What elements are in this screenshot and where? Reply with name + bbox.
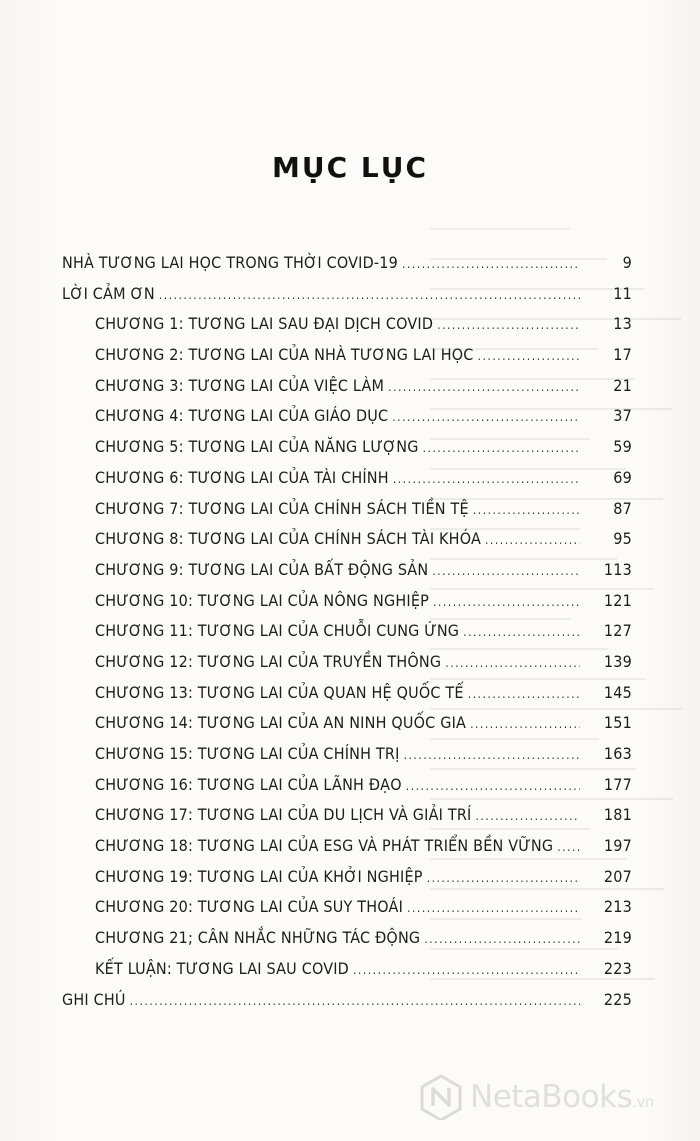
dot-leader [473, 495, 580, 526]
toc-entry [0, 309, 700, 340]
toc-entry-title: CHƯƠNG 9: TƯƠNG LAI CỦA BẤT ĐỘNG SẢN [95, 559, 429, 579]
toc-entry [0, 862, 700, 893]
toc-entry-page-number: 151 [603, 713, 632, 733]
toc-entry-title: CHƯƠNG 16: TƯƠNG LAI CỦA LÃNH ĐẠO [95, 774, 402, 794]
toc-entry-title: LỜI CẢM ƠN [62, 283, 155, 303]
dot-leader [437, 310, 580, 341]
dot-leader [353, 955, 580, 986]
toc-entry-page-number: 139 [603, 651, 632, 671]
toc-entry [0, 647, 700, 678]
toc-entry [0, 770, 700, 801]
toc-entry-title: CHƯƠNG 17: TƯƠNG LAI CỦA DU LỊCH VÀ GIẢI TRÍ [95, 805, 472, 825]
toc-entry-title: CHƯƠNG 6: TƯƠNG LAI CỦA TÀI CHÍNH [95, 467, 389, 487]
dot-leader [388, 372, 580, 403]
toc-entry [0, 616, 700, 647]
dot-leader [423, 433, 580, 464]
watermark [418, 1074, 654, 1120]
toc-entry-page-number: 113 [603, 559, 632, 579]
toc-entry [0, 248, 700, 279]
dot-leader [485, 525, 580, 556]
watermark-text [470, 1079, 654, 1115]
dot-leader [557, 832, 580, 863]
toc-entry-title: CHƯƠNG 10: TƯƠNG LAI CỦA NÔNG NGHIỆP [95, 590, 429, 610]
toc-entry-page-number: 207 [603, 866, 632, 886]
dot-leader [424, 924, 580, 955]
dot-leader [463, 617, 580, 648]
dot-leader [404, 740, 580, 771]
dot-leader [433, 587, 580, 618]
toc-entry-page-number: 163 [603, 744, 632, 763]
toc-entry-title: CHƯƠNG 13: TƯƠNG LAI CỦA QUAN HỆ QUỐC TẾ [95, 682, 464, 702]
toc-entry [0, 739, 700, 770]
toc-entry-page-number: 21 [613, 375, 632, 395]
toc-entry-title: CHƯƠNG 1: TƯƠNG LAI SAU ĐẠI DỊCH COVID [95, 314, 434, 334]
toc-entry-page-number: 197 [603, 836, 632, 856]
toc-entry-page-number: 69 [613, 467, 632, 487]
toc-entry-title: CHƯƠNG 14: TƯƠNG LAI CỦA AN NINH QUỐC GIA [95, 713, 467, 733]
toc-entry-title: CHƯƠNG 7: TƯƠNG LAI CỦA CHÍNH SÁCH TIỀN TỆ [95, 498, 469, 518]
toc-entry-title: CHƯƠNG 8: TƯƠNG LAI CỦA CHÍNH SÁCH TÀI KHÓA [95, 529, 481, 549]
toc-entry-title: GHI CHÚ [62, 989, 126, 1009]
toc-entry [0, 586, 700, 617]
toc-entry-page-number: 127 [603, 621, 632, 641]
toc-entry-title: CHƯƠNG 11: TƯƠNG LAI CỦA CHUỖI CUNG ỨNG [95, 621, 460, 641]
toc-entry-title: CHƯƠNG 18: TƯƠNG LAI CỦA ESG VÀ PHÁT TRIỂN BỀN VỮNG [95, 836, 554, 856]
toc-entry-title: CHƯƠNG 3: TƯƠNG LAI CỦA VIỆC LÀM [95, 375, 385, 395]
dot-leader [406, 771, 580, 802]
dot-leader [478, 341, 580, 372]
toc-entry [0, 494, 700, 525]
toc-entry-title: KẾT LUẬN: TƯƠNG LAI SAU COVID [95, 958, 349, 978]
page-title: MỤC LỤC [271, 150, 429, 184]
toc-entry-page-number: 95 [613, 529, 632, 549]
toc-entry-page-number: 177 [603, 774, 632, 794]
toc-entry-page-number: 17 [613, 345, 632, 365]
dot-leader [407, 893, 580, 924]
netabooks-n-logo-icon [418, 1074, 464, 1120]
toc-entry-page-number: 225 [603, 989, 632, 1009]
toc-entry-page-number: 121 [603, 590, 632, 610]
toc-entry [0, 678, 700, 709]
toc-entry-title: CHƯƠNG 20: TƯƠNG LAI CỦA SUY THOÁI [95, 897, 404, 917]
toc-entry [0, 708, 700, 739]
toc-entry-page-number: 213 [603, 897, 632, 917]
toc-entry [0, 800, 700, 831]
toc-entry-page-number: 181 [603, 805, 632, 825]
toc-entry [0, 279, 700, 310]
toc-entry-title: CHƯƠNG 4: TƯƠNG LAI CỦA GIÁO DỤC [95, 406, 389, 426]
toc-entry [0, 954, 700, 985]
toc-entry-page-number: 9 [622, 253, 632, 272]
toc-entry-page-number: 37 [613, 406, 632, 426]
toc-entry [0, 432, 700, 463]
dot-leader [392, 402, 580, 433]
toc-entry [0, 371, 700, 402]
toc-entry-page-number: 59 [613, 437, 632, 457]
toc-entry [0, 831, 700, 862]
toc-entry-title: CHƯƠNG 15: TƯƠNG LAI CỦA CHÍNH TRỊ [95, 744, 400, 763]
toc-entry-page-number: 145 [603, 682, 632, 702]
dot-leader [432, 556, 580, 587]
toc-entry-title: CHƯƠNG 19: TƯƠNG LAI CỦA KHỞI NGHIỆP [95, 866, 423, 886]
dot-leader [445, 648, 580, 679]
toc-entry-page-number: 87 [613, 498, 632, 518]
toc-entry-title: NHÀ TƯƠNG LAI HỌC TRONG THỜI COVID-19 [62, 253, 398, 272]
toc-entry [0, 555, 700, 586]
toc-entry [0, 892, 700, 923]
toc-entry [0, 524, 700, 555]
watermark-brand: NetaBooks [470, 1079, 633, 1115]
dot-leader [470, 709, 580, 740]
toc-entry [0, 923, 700, 954]
toc-entry-title: CHƯƠNG 21; CÂN NHẮC NHỮNG TÁC ĐỘNG [95, 928, 421, 948]
toc-entry-page-number: 219 [603, 928, 632, 948]
dot-leader [427, 863, 580, 894]
dot-leader [402, 249, 580, 280]
toc-entry-title: CHƯƠNG 5: TƯƠNG LAI CỦA NĂNG LƯỢNG [95, 437, 419, 457]
dot-leader [159, 280, 580, 311]
toc-entry-title: CHƯƠNG 12: TƯƠNG LAI CỦA TRUYỀN THÔNG [95, 651, 442, 671]
toc-entry [0, 401, 700, 432]
toc-entry [0, 463, 700, 494]
dot-leader [130, 986, 580, 1017]
dot-leader [393, 464, 580, 495]
toc-entry-page-number: 13 [613, 314, 632, 334]
toc-entry-page-number: 223 [603, 958, 632, 978]
table-of-contents [0, 248, 700, 1015]
toc-entry-title: CHƯƠNG 2: TƯƠNG LAI CỦA NHÀ TƯƠNG LAI HỌC [95, 345, 474, 365]
toc-entry-page-number: 11 [613, 283, 632, 303]
watermark-suffix: .vn [632, 1093, 654, 1111]
toc-entry [0, 985, 700, 1016]
dot-leader [475, 801, 580, 832]
dot-leader [468, 679, 580, 710]
toc-entry [0, 340, 700, 371]
